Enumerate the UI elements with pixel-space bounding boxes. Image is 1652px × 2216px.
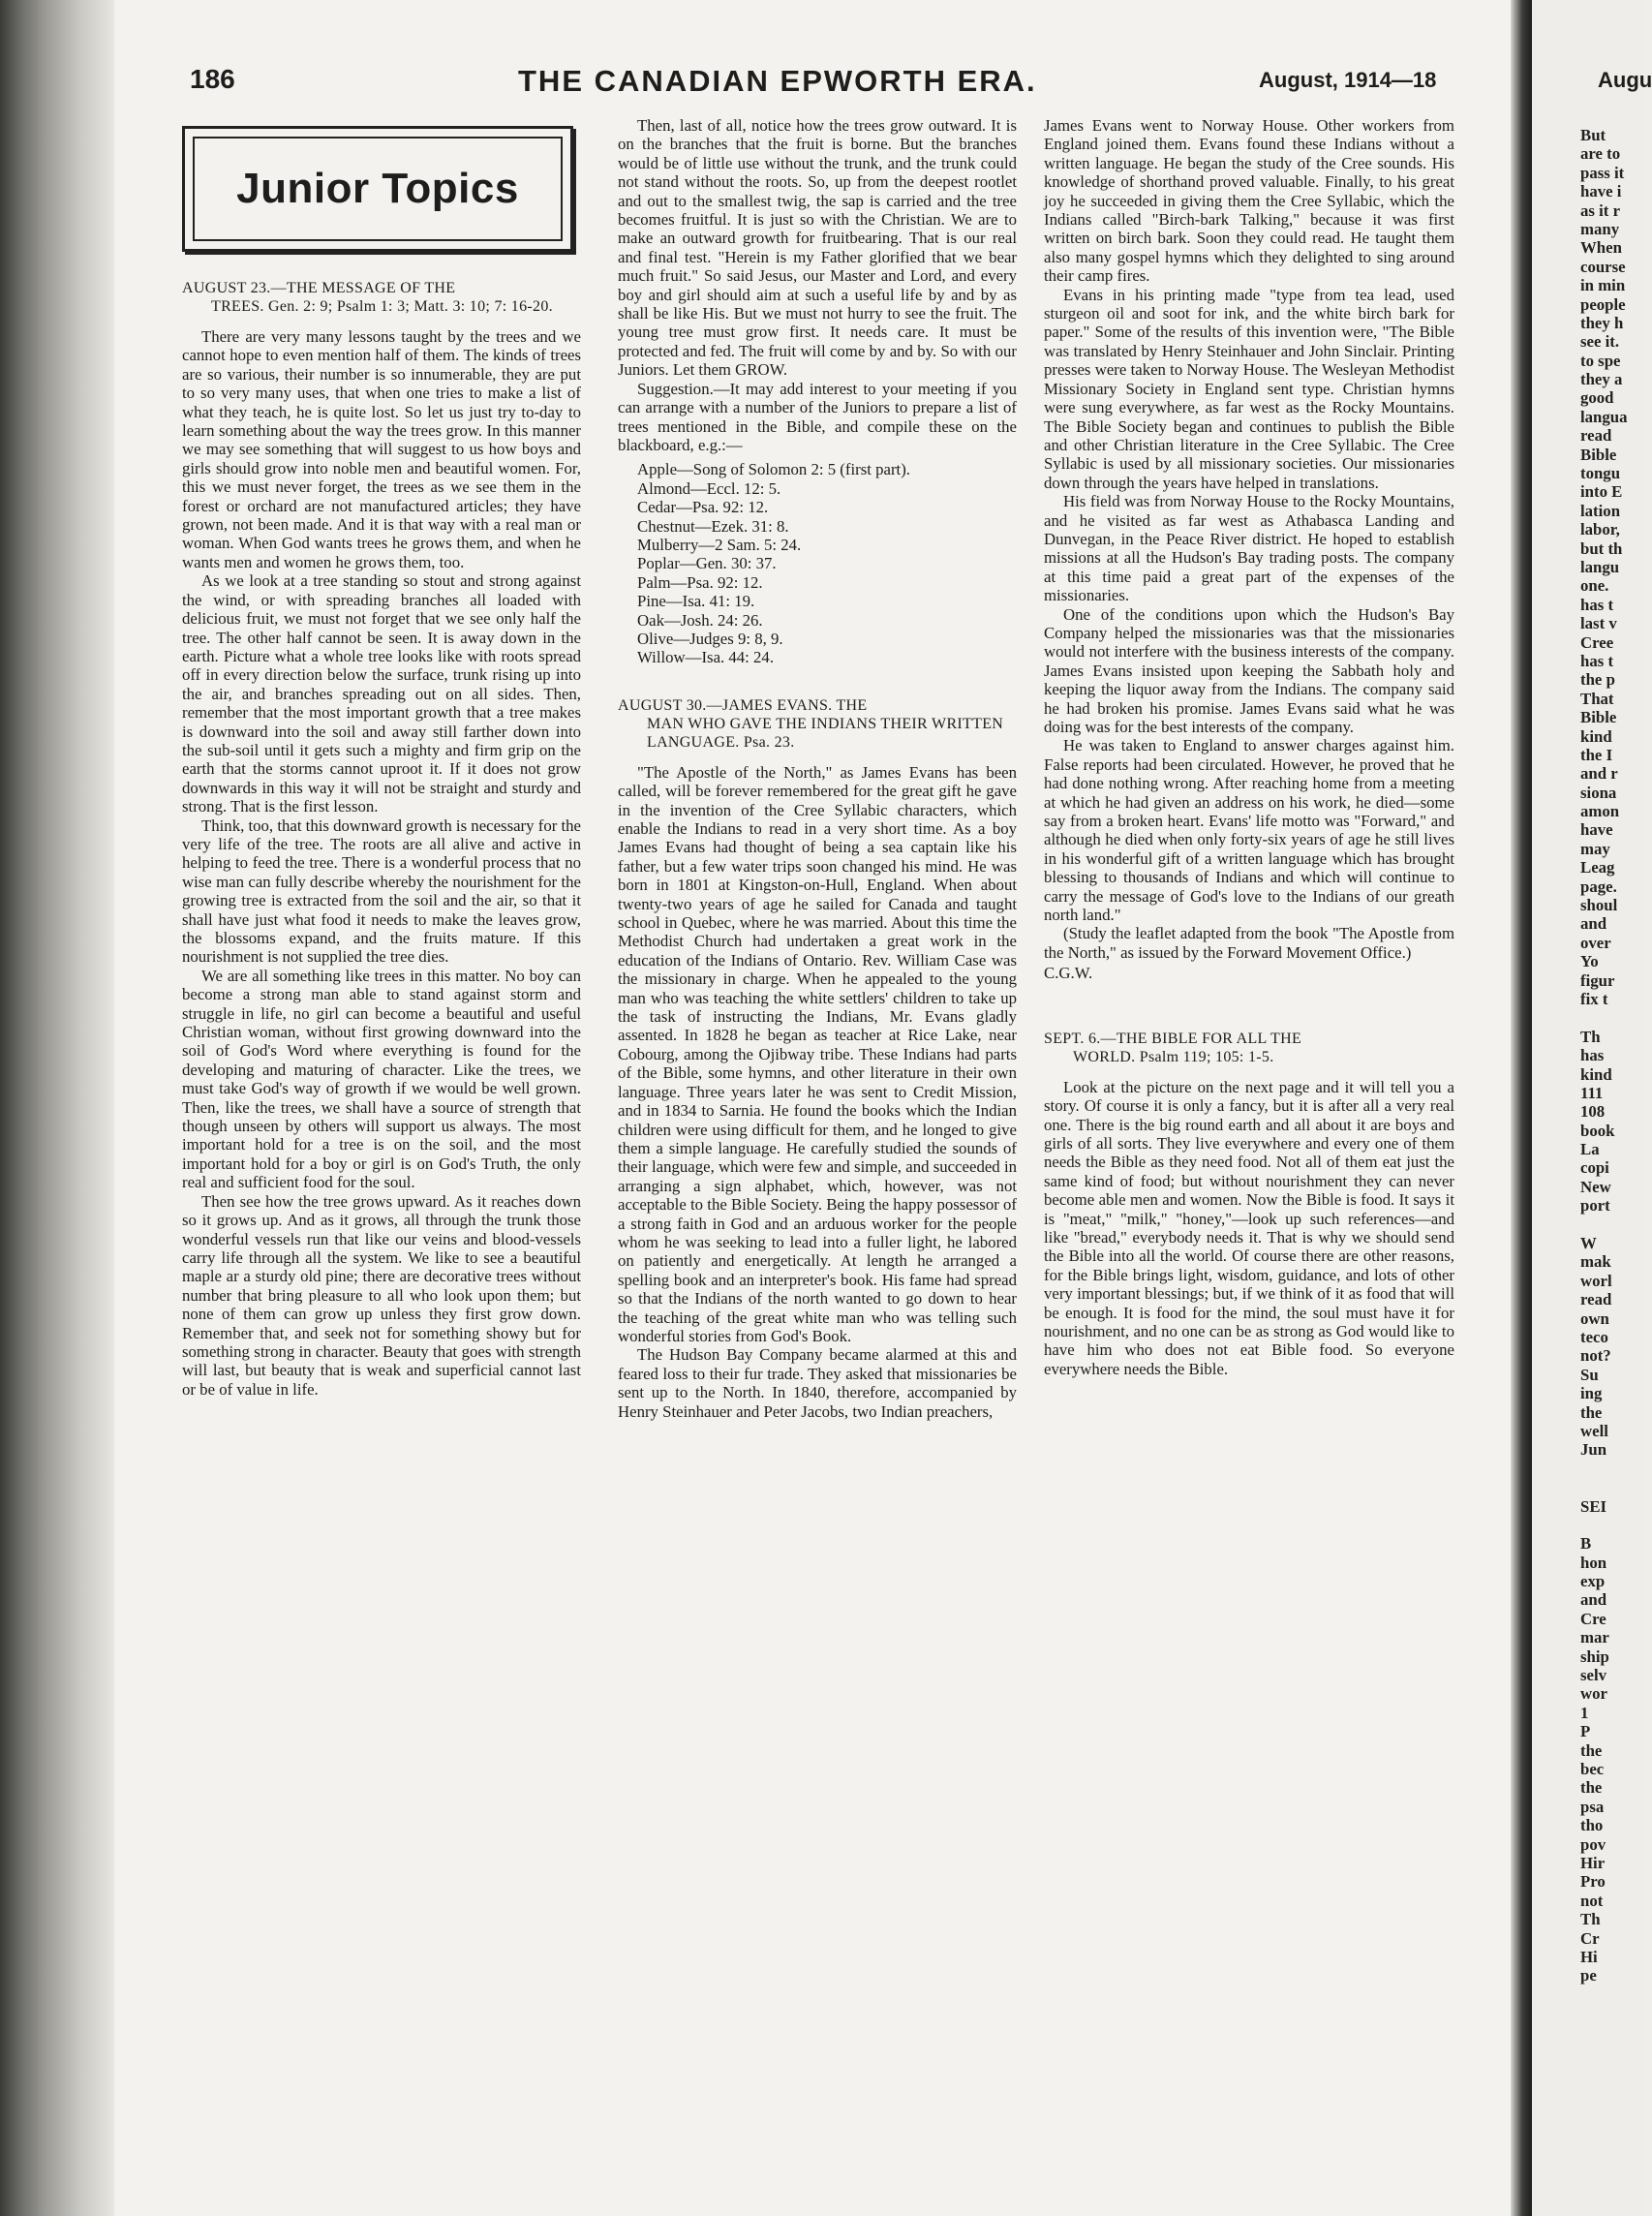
next-page-line: the I — [1580, 745, 1613, 764]
next-page-line: but th — [1580, 539, 1623, 558]
next-page-line: kind — [1580, 1064, 1612, 1084]
next-page-line: selv — [1580, 1666, 1607, 1685]
next-page-line: they h — [1580, 313, 1624, 332]
next-page-line: the — [1580, 1778, 1603, 1798]
next-page-line: Bible — [1580, 708, 1617, 727]
paragraph: (Study the leaflet adapted from the book "The Apostle from the North," as issued by the Forward Movement Office.) — [1044, 924, 1454, 962]
paragraph: Suggestion.—It may add interest to your meeting if you can arrange with a number of the Juniors to prepare a list of trees mentioned in the Bible, and compile these on the blackboard, e.g.:— — [618, 379, 1017, 454]
topic-heading-aug-30: AUGUST 30.—JAMES EVANS. THE MAN WHO GAVE THE INDIANS THEIR WRITTEN LANGUAGE. Psa. 23. — [618, 696, 1004, 751]
next-page-line: Hi — [1580, 1947, 1598, 1966]
next-page-line: bec — [1580, 1759, 1605, 1778]
paragraph: Look at the picture on the next page and it will tell you a story. Of course it is only a fancy, but it is after all a very real one. There is the big round earth and all about it are boys and girls of all sorts. They live everywhere and every one of them needs the Bible as they need food. Not all of them eat just the same kind of food; but without nourishment they can never become able men and women. Now the Bible is food. It says it is "meat," "milk," "honey,"—look up such references—and like "bread," everybody needs it. That is why we should send the Bible into all the world. Of course there are other reasons, for the Bible brings light, wisdom, guidance, and lots of other very important blessings; but, if we think of it as food that will be enough. It is food for the mind, the soul must have it for nourishment, and no one can be as strong as God would like to have him who does not eat Bible food. So everyone everywhere needs the Bible. — [1044, 1077, 1454, 1378]
paragraph: Think, too, that this downward growth is necessary for the very life of the tree. The roots are all alive and active in helping to feed the tree. There is a wonderful process that no wise man can fully describe whereby the nourishment for the growing tree is extracted from the soil and the air, so that it shall have just what food it needs to make the leaves grow, the blossoms expand, and the fruits mature. If this nourishment is not supplied the tree dies. — [182, 816, 581, 967]
next-page-line: may — [1580, 839, 1610, 858]
next-page-line: hon — [1580, 1553, 1607, 1572]
next-page-line — [1580, 1008, 1628, 1027]
next-page-line: Jun — [1580, 1440, 1607, 1460]
next-page-line: course — [1580, 257, 1626, 276]
next-page-line: mar — [1580, 1628, 1609, 1647]
next-page-line: the p — [1580, 670, 1615, 690]
next-page-line: When — [1580, 238, 1622, 258]
paragraph: Evans in his printing made "type from tea lead, used sturgeon oil and soot for ink, and the white birch bark for paper." Some of the results of this invention were, "The Bible was translated by Henry Steinhauer and John Sinclair. Printing presses were taken to Norway House. The Wesleyan Methodist Missionary Society in England sent type. Christian hymns were sung everywhere, as far west as the Rocky Mountains. The Bible Society began and continues to publish the Bible and other Christian literature in the Cree Syllabic. The Cree Syllabic is used by all missionary societies. Our missionaries down through the years have helped in translations. — [1044, 285, 1454, 492]
next-page-line: they a — [1580, 370, 1623, 389]
next-page-line — [1580, 1216, 1628, 1234]
next-page-header-fragment: Augu — [1598, 68, 1652, 92]
next-page-line: has — [1580, 1046, 1605, 1065]
next-page-line: Leag — [1580, 858, 1615, 877]
next-page-line: langua — [1580, 407, 1628, 426]
next-page-line: labor, — [1580, 520, 1620, 539]
next-page-line: to spe — [1580, 351, 1621, 370]
next-page-line: P — [1580, 1722, 1591, 1741]
next-page-line: the — [1580, 1740, 1603, 1760]
next-page-line: Cree — [1580, 632, 1614, 652]
column-2 — [618, 116, 1017, 1421]
next-page-line: and — [1580, 914, 1607, 934]
next-page-line: W — [1580, 1234, 1597, 1253]
next-page-line — [1580, 1516, 1628, 1534]
next-page-line: Th — [1580, 1027, 1601, 1046]
list-item: Palm—Psa. 92: 12. — [637, 572, 763, 592]
next-page-line: last v — [1580, 614, 1617, 633]
next-page-line: Cr — [1580, 1928, 1600, 1948]
paragraph: Then, last of all, notice how the trees grow outward. It is on the branches that the fruit is borne. But the branches would be of little use without the trunk, and the trunk could not stand without the roots. So, up from the deepest rootlet and out to the smallest twig, the sap is carried and the tree becomes fruitful. It is just so with the Christian. We are to make an outward growth for fruitbearing. That is our real and final test. "Herein is my Father glorified that we bear much fruit." So said Jesus, our Master and Lord, and every boy and girl should aim at such a useful life by and by as shall be like His. But we must not hurry to see the fruit. The young tree must grow first. It needs care. It must be protected and fed. The fruit will come by and by. So with our Juniors. Let them GROW. — [618, 116, 1017, 380]
next-page-line: kind — [1580, 726, 1612, 746]
next-page-line: 108 — [1580, 1102, 1606, 1122]
next-page-line: figur — [1580, 970, 1615, 990]
next-page-line: siona — [1580, 783, 1617, 802]
next-page-line: wor — [1580, 1684, 1607, 1704]
list-item: Poplar—Gen. 30: 37. — [637, 554, 777, 573]
issue-date: August, 1914—18 — [1259, 68, 1437, 92]
next-page-line: not? — [1580, 1346, 1611, 1366]
paragraph: His field was from Norway House to the Rocky Mountains, and he visited as far west as Athabasca Landing and Dunvegan, in the Peace River district. He hoped to establish missions at all the Hudson's Bay trading posts. The company at this time paid a great part of the expenses of the missionaries. — [1044, 492, 1454, 605]
next-page-line: see it. — [1580, 332, 1620, 352]
next-page-line: have — [1580, 820, 1613, 840]
tree-list — [618, 460, 1017, 666]
next-page-line: La — [1580, 1140, 1600, 1159]
next-page-line: pov — [1580, 1834, 1606, 1854]
next-page-line: That — [1580, 689, 1614, 708]
next-page-line: amon — [1580, 802, 1620, 821]
topic-heading-sept-6: SEPT. 6.—THE BIBLE FOR ALL THE WORLD. Psalm 119; 105: 1-5. — [1044, 1030, 1302, 1065]
next-page-line: But — [1580, 126, 1606, 144]
next-page-line: and — [1580, 1590, 1607, 1610]
next-page-line: and r — [1580, 764, 1618, 784]
paragraph: Then see how the tree grows upward. As it reaches down so it grows up. And as it grows, all through the trunk those wonderful vessels run that like our veins and blood-vessels carry life through all the system. We like to see a beautiful maple ar a sturdy old pine; there are decorative trees without number that bring pleasure to all who look upon them; but none of them can grow up unless they first grow down. Remember that, and seek not for something showy but for something strong in character. Beauty that goes with strength will last, but beauty that is weak and superficial cannot last or be of value in life. — [182, 1191, 581, 1399]
next-page-line: many — [1580, 219, 1620, 238]
next-page-line: one. — [1580, 576, 1609, 596]
next-page-line: Bible — [1580, 445, 1617, 464]
next-page-line — [1580, 1460, 1628, 1478]
list-item: Mulberry—2 Sam. 5: 24. — [637, 535, 802, 554]
page-gutter — [1511, 0, 1532, 2216]
next-page-line: Cre — [1580, 1609, 1606, 1628]
next-page-line: langu — [1580, 557, 1620, 576]
next-page-line: over — [1580, 933, 1611, 952]
paragraph: The Hudson Bay Company became alarmed at this and feared loss to their fur trade. They asked that missionaries be sent up to the North. In 1840, therefore, accompanied by Henry Steinhauer and Peter Jacobs, two Indian preachers, — [618, 1345, 1017, 1421]
next-page-line: are to — [1580, 144, 1621, 164]
next-page-line: teco — [1580, 1328, 1608, 1346]
paragraph: One of the conditions upon which the Hudson's Bay Company helped the missionaries was that the missionaries would not interfere with the business interests of the company. James Evans insisted upon keeping the Sabbath holy and keeping the liquor away from the Indians. The company said he had broken his promise. James Evans said what he was doing was for the best interests of the company. — [1044, 604, 1454, 736]
paragraph: "The Apostle of the North," as James Evans has been called, will be forever remembered for the great gift he gave in the invention of the Cree Syllabic characters, which enable the Indians to read in a very short time. As a boy James Evans had thought of being a sea captain like his father, but a few water trips soon changed his mind. He was born in 1801 at Kingston-on-Hull, England. When about twenty-two years of age he sailed for Canada and taught school in Quebec, where he was married. About this time the Methodist Church had undertaken a great work in the education of the Indians of Ontario. Rev. William Case was the missionary in charge. When he appealed to the young man who was teaching the white settlers' children to take up the task of instructing the Indians, Mr. Evans gladly assented. In 1828 he began as teacher at Rice Lake, near Cobourg, among the Ojibway tribe. These Indians had parts of the Bible, some hymns, and other literature in their own language. Three years later he was sent to Credit Mission, and in 1834 to Sarnia. He found the books which the Indian children were using difficult for them, and he longed to give them a simple language. He carefully studied the sounds of their language, which were few and simple, and succeeded in arranging a sign alphabet, which, however, was not acceptable to the Bible Society. Being the happy possessor of a strong faith in God and an arduous worker for the people whom he was seeking to lead into a fuller light, he labored on patiently and energetically. At length he arranged a spelling book and an interpreter's book. His fame had spread so that the Indians of the north wanted to go down to hear the teaching of the great white man who was telling such wonderful stories from God's Book. — [618, 762, 1017, 1345]
next-page-line: fix t — [1580, 989, 1608, 1008]
next-page-line: into E — [1580, 482, 1623, 502]
next-page-line — [1580, 1478, 1628, 1496]
next-page-line: Pro — [1580, 1872, 1606, 1892]
next-page-line: the — [1580, 1402, 1603, 1422]
next-page-line: tho — [1580, 1816, 1604, 1835]
next-page-line: read — [1580, 1290, 1612, 1309]
list-item: Willow—Isa. 44: 24. — [637, 648, 775, 667]
column-3 — [1044, 116, 1454, 1378]
next-page-line: good — [1580, 388, 1614, 408]
next-page-line: well — [1580, 1421, 1608, 1440]
next-page-line: read — [1580, 426, 1612, 446]
book-binding-shadow — [0, 0, 114, 2216]
list-item: Chestnut—Ezek. 31: 8. — [637, 516, 789, 536]
next-page-line: SEI — [1580, 1496, 1607, 1516]
next-page-line: psa — [1580, 1797, 1605, 1816]
next-page-line: mak — [1580, 1252, 1611, 1272]
next-page-line: Hir — [1580, 1853, 1606, 1872]
next-page-line: lation — [1580, 501, 1621, 520]
list-item: Apple—Song of Solomon 2: 5 (first part). — [637, 460, 910, 479]
paragraph: James Evans went to Norway House. Other workers from England joined them. Evans found these Indians without a written language. He began the study of the Cree sounds. His knowledge of shorthand proved valuable. Finally, to his great joy he succeeded in giving them the Cree Syllabic, which the Indians called "Birch-bark Talking," because it was first written on birch bark. Soon they could read. He taught them also many gospel hymns which they delighted to sing around their camp fires. — [1044, 116, 1454, 286]
next-page-line: in min — [1580, 276, 1626, 295]
section-title-box — [182, 126, 573, 252]
next-page-line: port — [1580, 1196, 1610, 1216]
next-page-line: pe — [1580, 1966, 1597, 1985]
next-page-line: B — [1580, 1534, 1592, 1554]
next-page-line: book — [1580, 1121, 1615, 1140]
next-page-line: pass it — [1580, 163, 1625, 182]
next-page-line: ship — [1580, 1647, 1609, 1666]
next-page-line: has t — [1580, 595, 1614, 614]
next-page-line: worl — [1580, 1271, 1612, 1290]
next-page-line: page. — [1580, 877, 1617, 896]
next-page-line: Su — [1580, 1365, 1599, 1384]
list-item: Cedar—Psa. 92: 12. — [637, 498, 769, 517]
column-1 — [182, 126, 581, 1399]
next-page-line: tongu — [1580, 464, 1621, 483]
author-signature: C.G.W. — [1044, 964, 1093, 983]
list-item: Olive—Judges 9: 8, 9. — [637, 629, 783, 648]
next-page-line: 1 — [1580, 1703, 1589, 1722]
next-page-line: shoul — [1580, 896, 1618, 915]
next-page-line: have i — [1580, 182, 1622, 201]
next-page-line: Yo — [1580, 952, 1599, 971]
list-item: Oak—Josh. 24: 26. — [637, 610, 763, 630]
masthead: THE CANADIAN EPWORTH ERA. — [518, 64, 1037, 98]
paragraph: He was taken to England to answer charges against him. False reports had been circulated. However, he proved that he had done nothing wrong. After reaching home from a meeting at which he had given an address on his work, he died—some say from a broken heart. Evans' life motto was "Forward," and although he died when only forty-six years of age he still lives in his wonderful gift of a written language which has brought blessing to thousands of Indians and which will continue to carry the message of God's love to the Indians of our greath north land." — [1044, 736, 1454, 925]
page-number: 186 — [190, 64, 235, 94]
next-page-text-fragments — [1580, 126, 1628, 1985]
section-title: Junior Topics — [236, 165, 519, 213]
topic-heading-aug-23: AUGUST 23.—THE MESSAGE OF THE TREES. Gen. 2: 9; Psalm 1: 3; Matt. 3: 10; 7: 16-20. — [182, 280, 553, 315]
next-page-line: ing — [1580, 1384, 1603, 1403]
paragraph: As we look at a tree standing so stout and strong against the wind, or with spreading branches all loaded with delicious fruit, we must not forget that we see only half the tree. The other half cannot be seen. It is away down in the earth. Picture what a whole tree looks like with roots spread off in every direction below the surface, trunk rising up into the air, and branches spreading out on all sides. Then, remember that the most important growth that a tree makes is downward into the soil and away still farther down into the sub-soil until it gets such a mighty and firm grip on the earth that the storms cannot uproot it. If it does not grow downwards in this way it will not be straight and sturdy and strong. That is the first lesson. — [182, 571, 581, 816]
next-page-line: copi — [1580, 1158, 1609, 1178]
next-page-line: exp — [1580, 1572, 1606, 1591]
next-page-line: New — [1580, 1177, 1611, 1196]
paragraph: We are all something like trees in this matter. No boy can become a strong man able to stand against storm and struggle in life, no girl can become a beautiful and useful Christian woman, without first growing downward into the soil of God's Word where everything is found for the developing and maturing of character. Like the trees, we must take God's way of growth if we would be well grown. Then, like the trees, we shall have a source of strength that though unseen by others will support us always. The most important hold for a tree is on the soil, and the most important hold for a boy or girl is on God's Truth, the only real and sufficient food for the soul. — [182, 966, 581, 1192]
list-item: Almond—Eccl. 12: 5. — [637, 478, 781, 498]
next-page-line: people — [1580, 294, 1626, 314]
next-page-line: 111 — [1580, 1083, 1604, 1102]
paragraph: There are very many lessons taught by the trees and we cannot hope to even mention half of them. The kinds of trees are so various, their number is so innumerable, they are put to so very many uses, that when one tries to make a list of what they teach, he is quite lost. So let us just try to-day to learn something about the way the trees grow. In this manner we may see something that will suggest to us how boys and girls should grow into noble men and beautiful women. For, this we must never forget, the trees as we see them in the forest or orchard are not manufactured articles; they have grown, not been made. And it is that way with a real man or woman. When God wants trees he grows them, and when he wants men and women he grows them, too. — [182, 327, 581, 571]
next-page-line: Th — [1580, 1910, 1601, 1929]
next-page-line: own — [1580, 1308, 1609, 1328]
list-item: Pine—Isa. 41: 19. — [637, 592, 755, 611]
next-page-line: as it r — [1580, 200, 1621, 220]
next-page-line: has t — [1580, 651, 1614, 670]
next-page-line: not — [1580, 1891, 1604, 1910]
